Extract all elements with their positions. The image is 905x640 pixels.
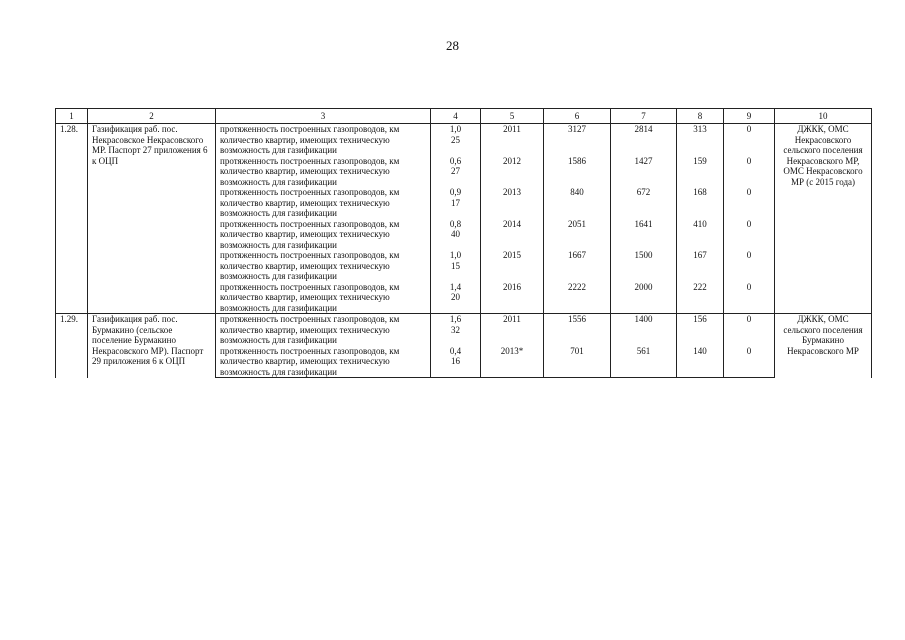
year-cell: 2013 bbox=[481, 187, 544, 198]
indicator-value: 32 bbox=[431, 325, 481, 346]
year-cell: 2011 bbox=[481, 124, 544, 135]
col7-cell bbox=[611, 135, 677, 156]
indicator-cell: протяженность построенных газопроводов, км bbox=[216, 124, 431, 135]
col7-cell: 1641 bbox=[611, 219, 677, 230]
indicator-value: 25 bbox=[431, 135, 481, 156]
year-cell bbox=[481, 325, 544, 346]
col8-cell bbox=[677, 166, 724, 187]
total-cell bbox=[544, 166, 611, 187]
col7-cell: 1500 bbox=[611, 250, 677, 261]
header-col-3: 3 bbox=[216, 109, 431, 124]
header-col-2: 2 bbox=[88, 109, 216, 124]
col9-cell: 0 bbox=[724, 250, 775, 261]
col7-cell: 2000 bbox=[611, 282, 677, 293]
executor-cell: ДЖКК, ОМС сельского поселения Бурмакино Некрасовского МР bbox=[775, 314, 872, 378]
indicator-value: 1,6 bbox=[431, 314, 481, 325]
col8-cell bbox=[677, 229, 724, 250]
col8-cell bbox=[677, 261, 724, 282]
col9-cell bbox=[724, 135, 775, 156]
header-col-7: 7 bbox=[611, 109, 677, 124]
year-cell: 2016 bbox=[481, 282, 544, 293]
indicator-value: 17 bbox=[431, 198, 481, 219]
total-cell bbox=[544, 261, 611, 282]
indicator-cell: протяженность построенных газопроводов, км bbox=[216, 346, 431, 357]
total-cell: 1586 bbox=[544, 156, 611, 167]
indicator-value: 0,4 bbox=[431, 346, 481, 357]
indicator-cell: протяженность построенных газопроводов, км bbox=[216, 219, 431, 230]
table-row bbox=[56, 314, 872, 325]
total-cell bbox=[544, 325, 611, 346]
indicator-value: 1,0 bbox=[431, 250, 481, 261]
header-col-9: 9 bbox=[724, 109, 775, 124]
col9-cell: 0 bbox=[724, 187, 775, 198]
col8-cell bbox=[677, 292, 724, 314]
header-col-4: 4 bbox=[431, 109, 481, 124]
header-col-6: 6 bbox=[544, 109, 611, 124]
col8-cell: 159 bbox=[677, 156, 724, 167]
item-name: Газификация раб. пос. Бурмакино (сельское поселение Бурмакино Некрасовского МР). Паспорт 29 приложения 6 к ОЦП bbox=[88, 314, 216, 378]
col8-cell: 410 bbox=[677, 219, 724, 230]
year-cell: 2015 bbox=[481, 250, 544, 261]
indicator-value: 0,8 bbox=[431, 219, 481, 230]
col7-cell bbox=[611, 325, 677, 346]
col9-cell bbox=[724, 166, 775, 187]
indicator-cell: протяженность построенных газопроводов, км bbox=[216, 156, 431, 167]
col9-cell: 0 bbox=[724, 346, 775, 357]
total-cell: 1556 bbox=[544, 314, 611, 325]
col9-cell: 0 bbox=[724, 282, 775, 293]
col7-cell: 1427 bbox=[611, 156, 677, 167]
indicator-cell: количество квартир, имеющих техническую возможность для газификации bbox=[216, 166, 431, 187]
header-row bbox=[56, 109, 872, 124]
indicator-cell: количество квартир, имеющих техническую возможность для газификации bbox=[216, 198, 431, 219]
col8-cell bbox=[677, 198, 724, 219]
col8-cell bbox=[677, 325, 724, 346]
col9-cell bbox=[724, 292, 775, 314]
header-col-5: 5 bbox=[481, 109, 544, 124]
year-cell: 2014 bbox=[481, 219, 544, 230]
total-cell: 2222 bbox=[544, 282, 611, 293]
col7-cell: 672 bbox=[611, 187, 677, 198]
indicator-value: 16 bbox=[431, 356, 481, 378]
col7-cell: 561 bbox=[611, 346, 677, 357]
col9-cell bbox=[724, 356, 775, 378]
indicator-value: 15 bbox=[431, 261, 481, 282]
indicator-value: 40 bbox=[431, 229, 481, 250]
col7-cell bbox=[611, 356, 677, 378]
year-cell bbox=[481, 198, 544, 219]
col9-cell bbox=[724, 229, 775, 250]
year-cell bbox=[481, 229, 544, 250]
indicator-value: 27 bbox=[431, 166, 481, 187]
year-cell: 2012 bbox=[481, 156, 544, 167]
total-cell: 1667 bbox=[544, 250, 611, 261]
total-cell: 3127 bbox=[544, 124, 611, 135]
item-number: 1.28. bbox=[56, 124, 88, 314]
total-cell bbox=[544, 135, 611, 156]
total-cell bbox=[544, 356, 611, 378]
total-cell: 2051 bbox=[544, 219, 611, 230]
indicator-cell: протяженность построенных газопроводов, км bbox=[216, 282, 431, 293]
col8-cell: 140 bbox=[677, 346, 724, 357]
indicator-value: 1,4 bbox=[431, 282, 481, 293]
header-col-1: 1 bbox=[56, 109, 88, 124]
col9-cell: 0 bbox=[724, 124, 775, 135]
col7-cell bbox=[611, 292, 677, 314]
year-cell bbox=[481, 135, 544, 156]
indicator-value: 0,9 bbox=[431, 187, 481, 198]
header-col-8: 8 bbox=[677, 109, 724, 124]
col7-cell bbox=[611, 166, 677, 187]
indicator-cell: протяженность построенных газопроводов, км bbox=[216, 250, 431, 261]
year-cell bbox=[481, 292, 544, 314]
col9-cell bbox=[724, 325, 775, 346]
indicator-cell: количество квартир, имеющих техническую возможность для газификации bbox=[216, 261, 431, 282]
year-cell: 2011 bbox=[481, 314, 544, 325]
col9-cell bbox=[724, 198, 775, 219]
col8-cell: 168 bbox=[677, 187, 724, 198]
col8-cell: 222 bbox=[677, 282, 724, 293]
table-row bbox=[56, 124, 872, 135]
indicator-cell: количество квартир, имеющих техническую возможность для газификации bbox=[216, 292, 431, 314]
indicator-cell: количество квартир, имеющих техническую возможность для газификации bbox=[216, 135, 431, 156]
executor-cell: ДЖКК, ОМС Некрасовского сельского поселения Некрасовского МР, ОМС Некрасовского МР (с 2015 года) bbox=[775, 124, 872, 314]
total-cell: 840 bbox=[544, 187, 611, 198]
col7-cell bbox=[611, 229, 677, 250]
col7-cell bbox=[611, 261, 677, 282]
header-col-10: 10 bbox=[775, 109, 872, 124]
program-table bbox=[55, 108, 872, 378]
total-cell bbox=[544, 292, 611, 314]
item-number: 1.29. bbox=[56, 314, 88, 378]
year-cell: 2013* bbox=[481, 346, 544, 357]
total-cell: 701 bbox=[544, 346, 611, 357]
indicator-cell: количество квартир, имеющих техническую возможность для газификации bbox=[216, 356, 431, 378]
year-cell bbox=[481, 356, 544, 378]
col9-cell: 0 bbox=[724, 156, 775, 167]
col8-cell: 167 bbox=[677, 250, 724, 261]
indicator-value: 20 bbox=[431, 292, 481, 314]
col8-cell: 156 bbox=[677, 314, 724, 325]
indicator-cell: протяженность построенных газопроводов, км bbox=[216, 314, 431, 325]
col7-cell: 1400 bbox=[611, 314, 677, 325]
col7-cell bbox=[611, 198, 677, 219]
col8-cell: 313 bbox=[677, 124, 724, 135]
total-cell bbox=[544, 198, 611, 219]
indicator-cell: протяженность построенных газопроводов, км bbox=[216, 187, 431, 198]
page-number: 28 bbox=[446, 38, 459, 53]
col8-cell bbox=[677, 356, 724, 378]
col9-cell bbox=[724, 261, 775, 282]
col9-cell: 0 bbox=[724, 219, 775, 230]
year-cell bbox=[481, 166, 544, 187]
col8-cell bbox=[677, 135, 724, 156]
indicator-value: 1,0 bbox=[431, 124, 481, 135]
item-name: Газификация раб. пос. Некрасовское Некрасовского МР. Паспорт 27 приложения 6 к ОЦП bbox=[88, 124, 216, 314]
indicator-cell: количество квартир, имеющих техническую возможность для газификации bbox=[216, 229, 431, 250]
indicator-cell: количество квартир, имеющих техническую возможность для газификации bbox=[216, 325, 431, 346]
total-cell bbox=[544, 229, 611, 250]
col7-cell: 2814 bbox=[611, 124, 677, 135]
year-cell bbox=[481, 261, 544, 282]
col9-cell: 0 bbox=[724, 314, 775, 325]
indicator-value: 0,6 bbox=[431, 156, 481, 167]
